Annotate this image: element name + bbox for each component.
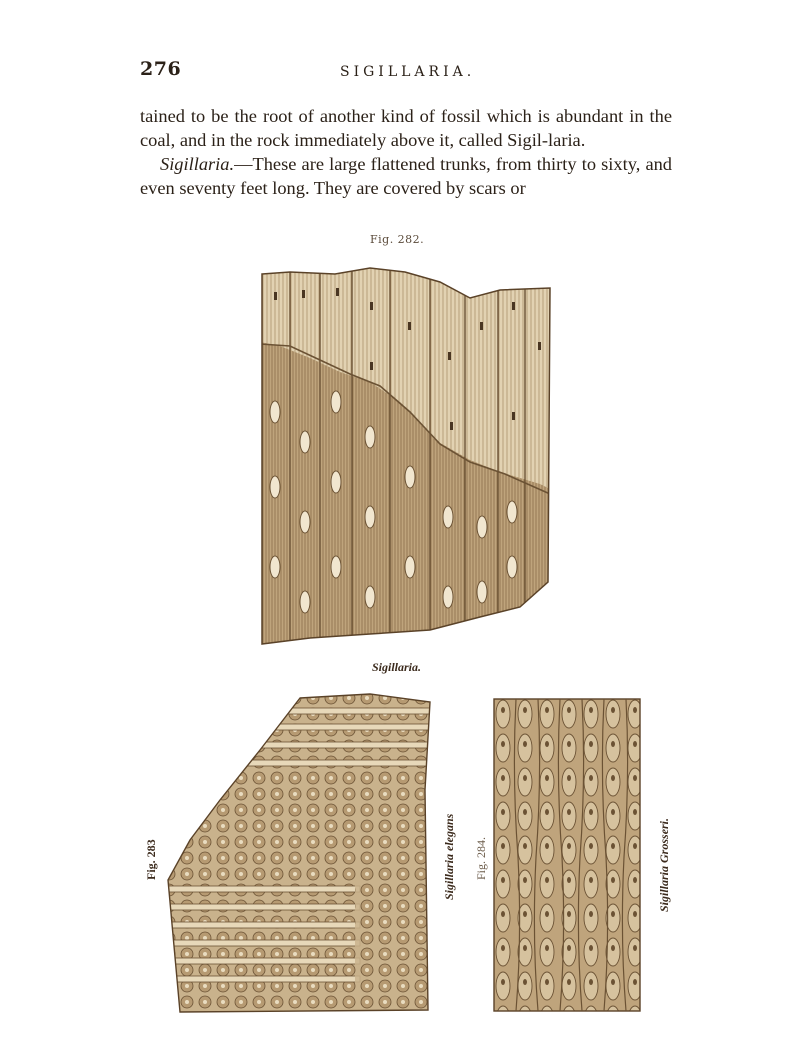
paragraph-1: tained to be the root of another kind of fossil which is abundant in the coal, and in the rock immediately above it, called Sigil-laria. xyxy=(140,106,672,150)
fig-284-label: Fig. 284. xyxy=(474,836,488,880)
fig-282-illustration xyxy=(250,262,560,652)
paragraph-2-lead: Sigillaria. xyxy=(160,154,235,174)
fig-283-illustration xyxy=(160,690,435,1020)
fig-284-caption: Sigillaria Grosseri. xyxy=(657,817,671,912)
paragraph-2-rest: —These are large flattened trunks, from thirty to sixty, and even seventy feet long. They are covered by scars or xyxy=(140,154,672,198)
body-text xyxy=(140,104,672,200)
paragraph-2 xyxy=(140,152,672,200)
running-head: SIGILLARIA. xyxy=(340,64,476,80)
page-number: 276 xyxy=(140,58,182,80)
fig-283-caption: Sigillaria elegans xyxy=(442,813,456,900)
fig-284-illustration xyxy=(492,697,642,1013)
fig-283-label: Fig. 283 xyxy=(144,839,158,880)
fig-282-caption: Sigillaria. xyxy=(372,660,422,674)
fig-282-label: Fig. 282. xyxy=(370,233,425,246)
